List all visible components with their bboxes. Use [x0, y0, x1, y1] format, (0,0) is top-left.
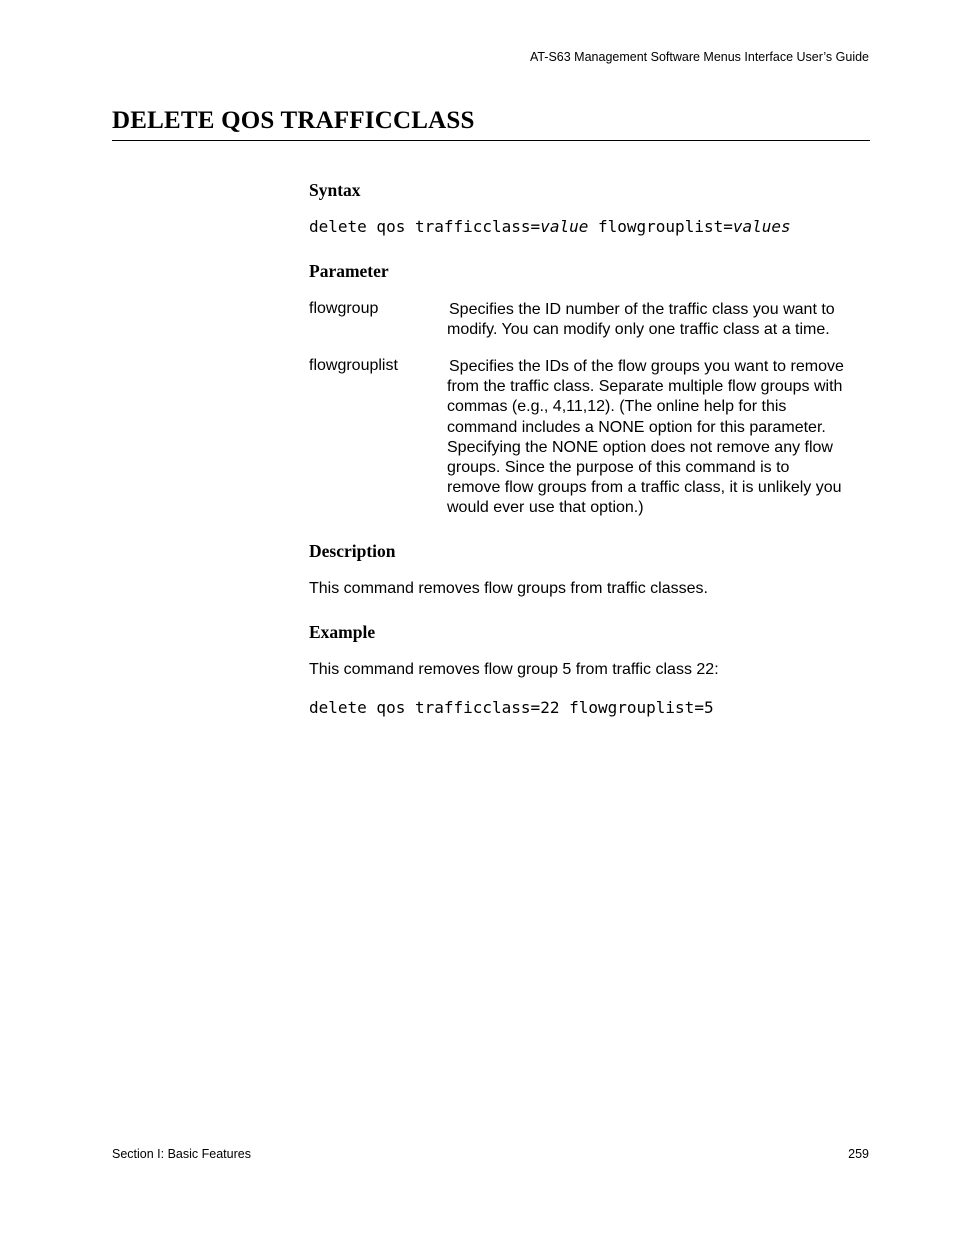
page-title: DELETE QOS TRAFFICCLASS — [112, 107, 475, 134]
param-name-flowgroup: flowgroup — [309, 300, 379, 317]
param-desc-flowgrouplist — [447, 357, 872, 519]
syntax-heading: Syntax — [309, 180, 361, 200]
title-rule — [112, 140, 870, 141]
parameter-heading: Parameter — [309, 261, 389, 281]
footer-page-number: 259 — [848, 1147, 869, 1161]
param-desc-line: command includes a NONE option for this parameter. — [447, 418, 826, 436]
syntax-cmd-values: values — [732, 217, 791, 236]
param-desc-line: groups. Since the purpose of this command is to — [447, 459, 790, 477]
example-text: This command removes flow group 5 from traffic class 22: — [309, 661, 719, 678]
syntax-cmd-value: value — [540, 217, 589, 236]
description-heading: Description — [309, 541, 396, 561]
syntax-cmd-middle: flowgrouplist= — [588, 217, 733, 236]
param-desc-line: commas (e.g., 4,11,12). (The online help for this — [447, 398, 787, 416]
param-desc-flowgroup — [447, 300, 872, 340]
syntax-command — [309, 217, 791, 236]
example-command: delete qos trafficclass=22 flowgrouplist=5 — [309, 698, 714, 717]
footer-section: Section I: Basic Features — [112, 1147, 251, 1161]
param-name-flowgrouplist: flowgrouplist — [309, 357, 398, 374]
example-heading: Example — [309, 622, 376, 642]
running-header: AT-S63 Management Software Menus Interface User’s Guide — [529, 50, 869, 64]
param-desc-line: modify. You can modify only one traffic class at a time. — [447, 321, 830, 339]
param-desc-line: Specifies the ID number of the traffic class you want to — [449, 301, 835, 318]
param-desc-line: Specifying the NONE option does not remove any flow — [447, 438, 833, 456]
param-desc-line: would ever use that option.) — [447, 499, 644, 517]
syntax-cmd-prefix: delete qos trafficclass= — [309, 217, 541, 236]
description-text: This command removes flow groups from traffic classes. — [309, 580, 708, 597]
param-desc-line: from the traffic class. Separate multiple flow groups with — [447, 378, 843, 396]
param-desc-line: remove flow groups from a traffic class, it is unlikely you — [447, 479, 842, 497]
param-desc-line: Specifies the IDs of the flow groups you want to remove — [449, 358, 844, 375]
